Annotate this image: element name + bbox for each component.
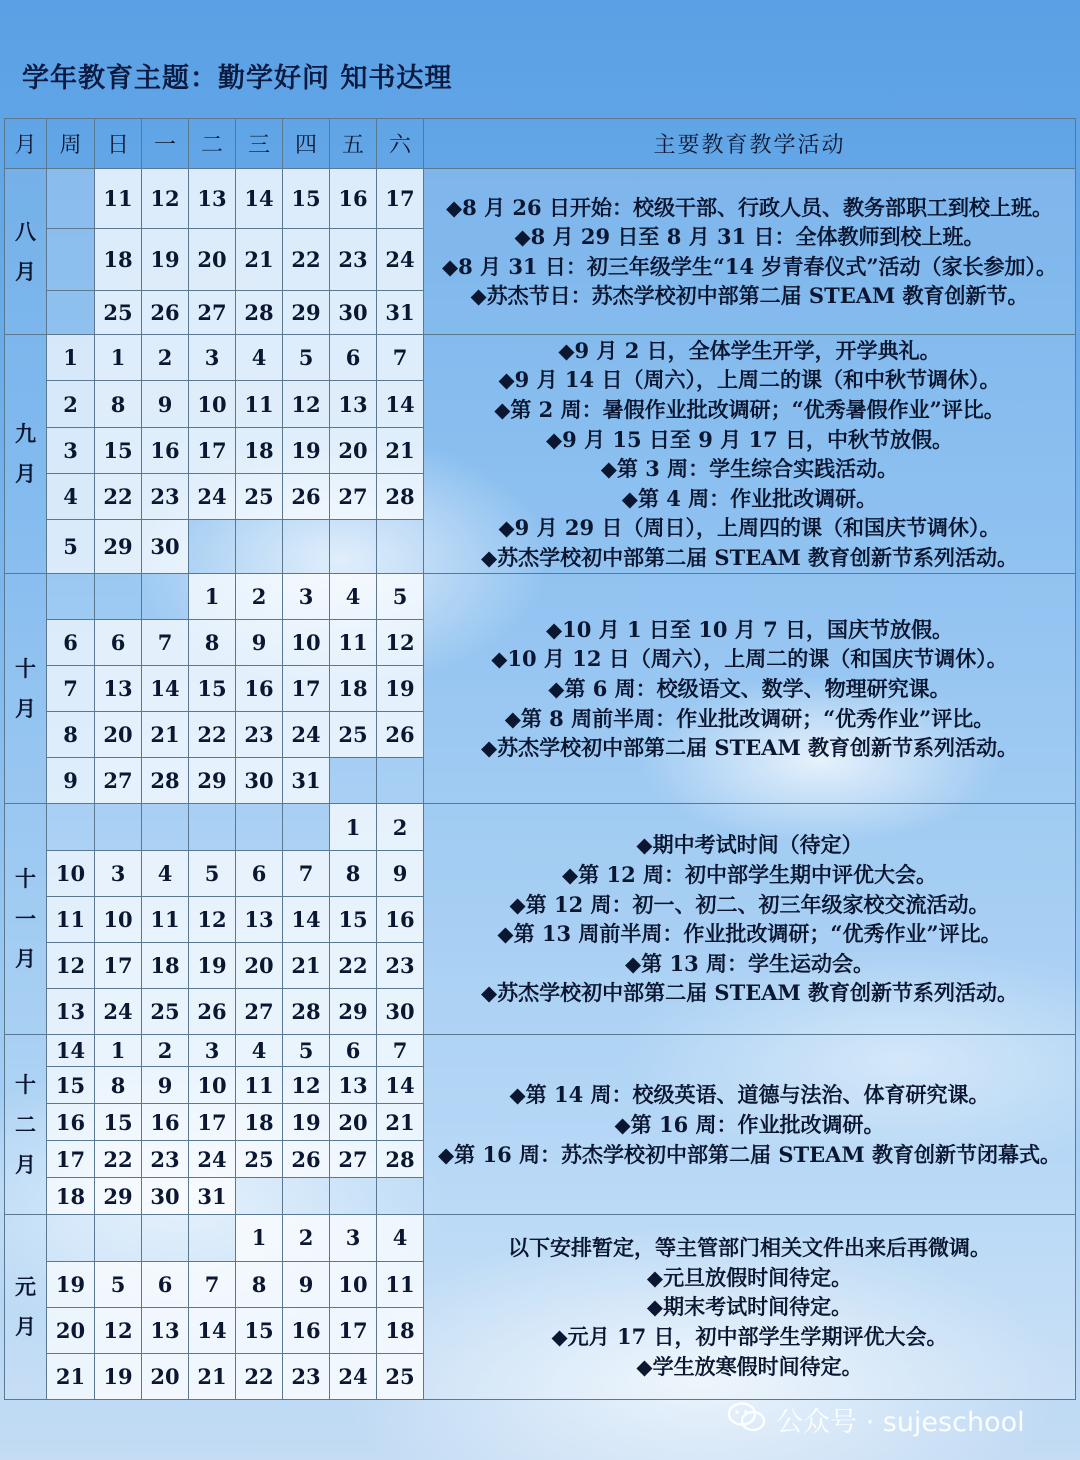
day-cell: 3	[283, 573, 330, 619]
day-cell	[95, 573, 142, 619]
header-thu: 四	[283, 119, 330, 169]
month-label-char: 月	[15, 695, 36, 721]
day-cell: 23	[283, 1353, 330, 1399]
day-cell	[142, 1215, 189, 1261]
day-cell: 5	[283, 1035, 330, 1067]
day-cell: 20	[236, 942, 283, 988]
day-cell: 4	[330, 573, 377, 619]
day-cell: 14	[236, 169, 283, 229]
day-cell: 8	[189, 620, 236, 666]
day-cell: 19	[377, 666, 424, 712]
day-cell	[236, 519, 283, 573]
activity-item: ◆第 16 周：苏杰学校初中部第二届 STEAM 教育创新节闭幕式。	[438, 1141, 1061, 1167]
day-cell: 2	[142, 335, 189, 381]
day-cell: 15	[95, 1104, 142, 1141]
day-cell: 23	[377, 942, 424, 988]
day-cell	[95, 1215, 142, 1261]
calendar-week-row	[5, 169, 1076, 229]
day-cell: 26	[377, 712, 424, 758]
month-label	[5, 804, 47, 1035]
activities-cell	[424, 1035, 1076, 1215]
day-cell: 22	[95, 1141, 142, 1178]
activity-item: ◆学生放寒假时间待定。	[636, 1353, 863, 1379]
day-cell	[95, 804, 142, 850]
day-cell: 21	[283, 942, 330, 988]
week-number-cell: 17	[47, 1141, 95, 1178]
day-cell: 23	[142, 1141, 189, 1178]
day-cell: 11	[95, 169, 142, 229]
header-tue: 二	[189, 119, 236, 169]
month-label-char: 月	[15, 1314, 36, 1340]
day-cell: 16	[377, 896, 424, 942]
day-cell: 17	[189, 427, 236, 473]
activity-item: ◆苏杰学校初中部第二届 STEAM 教育创新节系列活动。	[480, 735, 1019, 761]
day-cell: 5	[189, 850, 236, 896]
day-cell: 24	[330, 1353, 377, 1399]
day-cell: 15	[330, 896, 377, 942]
day-cell: 8	[95, 1067, 142, 1104]
day-cell: 6	[95, 620, 142, 666]
week-number-cell: 5	[47, 519, 95, 573]
activity-item: ◆元旦放假时间待定。	[646, 1264, 853, 1290]
day-cell	[330, 1178, 377, 1215]
header-mon: 一	[142, 119, 189, 169]
day-cell: 11	[236, 1067, 283, 1104]
activities-cell	[424, 573, 1076, 804]
day-cell: 29	[189, 758, 236, 804]
day-cell: 27	[330, 473, 377, 519]
day-cell: 29	[95, 1178, 142, 1215]
activities-cell	[424, 804, 1076, 1035]
day-cell: 24	[377, 229, 424, 291]
day-cell: 1	[95, 1035, 142, 1067]
header-month: 月	[5, 119, 47, 169]
day-cell: 27	[189, 291, 236, 335]
day-cell: 14	[189, 1307, 236, 1353]
day-cell: 20	[330, 1104, 377, 1141]
header-wed: 三	[236, 119, 283, 169]
month-label-char: 十	[15, 1071, 36, 1097]
day-cell: 7	[377, 335, 424, 381]
activity-item: ◆8 月 29 日至 8 月 31 日：全体教师到校上班。	[514, 224, 985, 250]
day-cell: 5	[377, 573, 424, 619]
day-cell: 16	[283, 1307, 330, 1353]
day-cell: 10	[330, 1261, 377, 1307]
day-cell: 17	[330, 1307, 377, 1353]
day-cell: 30	[236, 758, 283, 804]
day-cell: 24	[283, 712, 330, 758]
day-cell: 17	[95, 942, 142, 988]
activity-item: ◆第 16 周：作业批改调研。	[614, 1111, 885, 1137]
day-cell: 5	[283, 335, 330, 381]
day-cell: 18	[95, 229, 142, 291]
day-cell: 13	[95, 666, 142, 712]
week-number-cell	[47, 169, 95, 229]
day-cell: 21	[377, 427, 424, 473]
day-cell: 27	[95, 758, 142, 804]
day-cell: 10	[189, 1067, 236, 1104]
activity-item: ◆10 月 12 日（周六），上周二的课（和国庆节调休）。	[491, 646, 1008, 672]
day-cell	[189, 1215, 236, 1261]
day-cell: 27	[330, 1141, 377, 1178]
day-cell: 2	[236, 573, 283, 619]
day-cell: 28	[283, 988, 330, 1034]
day-cell: 25	[236, 473, 283, 519]
day-cell: 6	[142, 1261, 189, 1307]
calendar-week-row	[5, 1035, 1076, 1067]
header-week: 周	[47, 119, 95, 169]
day-cell: 19	[189, 942, 236, 988]
month-label-char: 十	[15, 655, 36, 681]
calendar-week-row	[5, 804, 1076, 850]
activity-item: 以下安排暂定，等主管部门相关文件出来后再微调。	[508, 1235, 991, 1261]
day-cell: 13	[189, 169, 236, 229]
day-cell: 23	[142, 473, 189, 519]
day-cell: 13	[142, 1307, 189, 1353]
day-cell: 12	[283, 381, 330, 427]
month-label	[5, 335, 47, 574]
month-label-char: 月	[15, 258, 36, 284]
day-cell: 29	[283, 291, 330, 335]
week-number-cell: 1	[47, 335, 95, 381]
day-cell: 21	[377, 1104, 424, 1141]
day-cell: 27	[236, 988, 283, 1034]
day-cell: 13	[330, 1067, 377, 1104]
week-number-cell: 11	[47, 896, 95, 942]
week-number-cell	[47, 573, 95, 619]
month-label-char: 月	[15, 461, 36, 487]
header-fri: 五	[330, 119, 377, 169]
activity-item: ◆第 4 周：作业批改调研。	[621, 485, 878, 511]
day-cell: 6	[330, 335, 377, 381]
page-title: 学年教育主题：勤学好问 知书达理	[22, 63, 453, 94]
activity-item: ◆苏杰学校初中部第二届 STEAM 教育创新节系列活动。	[480, 980, 1019, 1006]
activity-item: ◆元月 17 日，初中部学生学期评优大会。	[551, 1324, 948, 1349]
week-number-cell: 2	[47, 381, 95, 427]
day-cell: 31	[377, 291, 424, 335]
day-cell	[283, 804, 330, 850]
header-sun: 日	[95, 119, 142, 169]
activity-item: ◆第 3 周：学生综合实践活动。	[600, 456, 899, 482]
day-cell: 18	[236, 427, 283, 473]
day-cell: 3	[330, 1215, 377, 1261]
activity-item: ◆第 13 周前半周：作业批改调研；“优秀作业”评比。	[497, 921, 1002, 947]
month-label	[5, 573, 47, 804]
week-number-cell: 13	[47, 988, 95, 1034]
week-number-cell: 10	[47, 850, 95, 896]
day-cell: 26	[189, 988, 236, 1034]
activity-item: ◆第 13 周：学生运动会。	[625, 950, 874, 976]
day-cell: 7	[189, 1261, 236, 1307]
day-cell: 8	[236, 1261, 283, 1307]
day-cell: 26	[283, 473, 330, 519]
day-cell: 28	[377, 1141, 424, 1178]
activity-item: ◆第 8 周前半周：作业批改调研；“优秀作业”评比。	[504, 705, 995, 731]
day-cell: 9	[377, 850, 424, 896]
day-cell: 22	[189, 712, 236, 758]
week-number-cell	[47, 229, 95, 291]
day-cell: 4	[377, 1215, 424, 1261]
month-label	[5, 1035, 47, 1215]
week-number-cell: 19	[47, 1261, 95, 1307]
day-cell	[189, 519, 236, 573]
day-cell: 30	[377, 988, 424, 1034]
day-cell: 25	[142, 988, 189, 1034]
calendar-week-row	[5, 573, 1076, 619]
day-cell: 12	[142, 169, 189, 229]
month-label-char: 一	[15, 906, 36, 932]
day-cell: 11	[377, 1261, 424, 1307]
day-cell: 17	[283, 666, 330, 712]
day-cell: 17	[189, 1104, 236, 1141]
day-cell	[236, 1178, 283, 1215]
day-cell: 2	[142, 1035, 189, 1067]
day-cell: 22	[95, 473, 142, 519]
header-row	[5, 119, 1076, 169]
day-cell: 14	[283, 896, 330, 942]
activity-item: ◆8 月 26 日开始：校级干部、行政人员、教务部职工到校上班。	[446, 194, 1053, 220]
activity-item: ◆第 6 周：校级语文、数学、物理研究课。	[548, 675, 951, 701]
day-cell	[236, 804, 283, 850]
day-cell: 4	[236, 1035, 283, 1067]
activity-item: ◆苏杰学校初中部第二届 STEAM 教育创新节系列活动。	[480, 544, 1019, 570]
day-cell: 12	[283, 1067, 330, 1104]
month-label	[5, 169, 47, 335]
day-cell: 2	[377, 804, 424, 850]
day-cell: 11	[236, 381, 283, 427]
calendar-week-row	[5, 335, 1076, 381]
day-cell: 15	[95, 427, 142, 473]
day-cell: 23	[236, 712, 283, 758]
month-label-char: 二	[15, 1111, 36, 1137]
day-cell: 3	[95, 850, 142, 896]
month-label-char: 十	[15, 866, 36, 892]
day-cell: 4	[236, 335, 283, 381]
day-cell: 11	[142, 896, 189, 942]
day-cell: 20	[330, 427, 377, 473]
day-cell: 17	[377, 169, 424, 229]
week-number-cell: 18	[47, 1178, 95, 1215]
day-cell: 1	[189, 573, 236, 619]
day-cell: 29	[95, 519, 142, 573]
day-cell: 16	[142, 1104, 189, 1141]
day-cell: 25	[95, 291, 142, 335]
day-cell: 8	[95, 381, 142, 427]
day-cell: 24	[95, 988, 142, 1034]
day-cell: 6	[330, 1035, 377, 1067]
activity-item: ◆第 2 周：暑假作业批改调研；“优秀暑假作业”评比。	[494, 396, 1005, 422]
day-cell: 1	[330, 804, 377, 850]
day-cell: 12	[95, 1307, 142, 1353]
day-cell: 16	[142, 427, 189, 473]
month-label-char: 元	[15, 1274, 36, 1300]
activity-item: ◆第 14 周：校级英语、道德与法治、体育研究课。	[509, 1082, 990, 1108]
day-cell	[330, 519, 377, 573]
day-cell: 30	[142, 1178, 189, 1215]
day-cell: 5	[95, 1261, 142, 1307]
day-cell: 25	[330, 712, 377, 758]
day-cell	[283, 1178, 330, 1215]
day-cell	[142, 573, 189, 619]
day-cell: 10	[95, 896, 142, 942]
day-cell: 16	[330, 169, 377, 229]
day-cell: 20	[95, 712, 142, 758]
week-number-cell: 4	[47, 473, 95, 519]
week-number-cell: 16	[47, 1104, 95, 1141]
day-cell: 10	[283, 620, 330, 666]
week-number-cell: 14	[47, 1035, 95, 1067]
week-number-cell	[47, 804, 95, 850]
month-label	[5, 1215, 47, 1400]
day-cell: 9	[236, 620, 283, 666]
day-cell: 21	[189, 1353, 236, 1399]
activities-cell	[424, 335, 1076, 574]
day-cell: 21	[142, 712, 189, 758]
day-cell	[377, 519, 424, 573]
day-cell	[377, 1178, 424, 1215]
day-cell: 24	[189, 473, 236, 519]
day-cell: 14	[142, 666, 189, 712]
day-cell: 12	[377, 620, 424, 666]
activity-item: ◆9 月 29 日（周日），上周四的课（和国庆节调休）。	[498, 515, 1001, 541]
day-cell: 15	[236, 1307, 283, 1353]
activities-cell	[424, 169, 1076, 335]
day-cell: 30	[330, 291, 377, 335]
month-label-char: 九	[15, 421, 36, 447]
day-cell: 31	[189, 1178, 236, 1215]
activity-item: ◆期中考试时间（待定）	[636, 832, 863, 858]
header-sat: 六	[377, 119, 424, 169]
day-cell: 6	[236, 850, 283, 896]
school-calendar-table	[4, 118, 1076, 1400]
day-cell: 1	[95, 335, 142, 381]
day-cell: 20	[142, 1353, 189, 1399]
calendar-week-row	[5, 1215, 1076, 1261]
day-cell: 26	[283, 1141, 330, 1178]
activity-item: ◆10 月 1 日至 10 月 7 日，国庆节放假。	[546, 616, 953, 642]
week-number-cell: 20	[47, 1307, 95, 1353]
day-cell: 23	[330, 229, 377, 291]
watermark: 公众号 · sujeschool	[776, 1407, 1025, 1438]
day-cell: 22	[236, 1353, 283, 1399]
day-cell: 15	[189, 666, 236, 712]
day-cell: 14	[377, 1067, 424, 1104]
day-cell: 31	[283, 758, 330, 804]
day-cell: 25	[377, 1353, 424, 1399]
activity-item: ◆8 月 31 日：初三年级学生“14 岁青春仪式”活动（家长参加）。	[441, 253, 1058, 279]
day-cell: 19	[283, 427, 330, 473]
day-cell: 22	[283, 229, 330, 291]
month-label-char: 月	[15, 946, 36, 972]
day-cell: 2	[283, 1215, 330, 1261]
activity-item: ◆9 月 14 日（周六），上周二的课（和中秋节调休）。	[498, 367, 1001, 393]
activity-item: ◆苏杰节日：苏杰学校初中部第二届 STEAM 教育创新节。	[470, 283, 1029, 309]
day-cell: 8	[330, 850, 377, 896]
day-cell: 26	[142, 291, 189, 335]
activity-item: ◆9 月 15 日至 9 月 17 日，中秋节放假。	[546, 426, 953, 452]
day-cell	[330, 758, 377, 804]
month-label-char: 月	[15, 1151, 36, 1177]
day-cell: 9	[142, 1067, 189, 1104]
day-cell: 25	[236, 1141, 283, 1178]
day-cell: 11	[330, 620, 377, 666]
day-cell: 19	[142, 229, 189, 291]
day-cell: 24	[189, 1141, 236, 1178]
day-cell	[377, 758, 424, 804]
day-cell: 9	[283, 1261, 330, 1307]
day-cell: 18	[236, 1104, 283, 1141]
week-number-cell: 9	[47, 758, 95, 804]
week-number-cell: 7	[47, 666, 95, 712]
week-number-cell	[47, 291, 95, 335]
day-cell: 7	[142, 620, 189, 666]
week-number-cell	[47, 1215, 95, 1261]
day-cell: 18	[377, 1307, 424, 1353]
week-number-cell: 3	[47, 427, 95, 473]
week-number-cell: 21	[47, 1353, 95, 1399]
activities-cell	[424, 1215, 1076, 1400]
day-cell: 28	[142, 758, 189, 804]
day-cell: 1	[236, 1215, 283, 1261]
day-cell	[283, 519, 330, 573]
week-number-cell: 6	[47, 620, 95, 666]
header-activities: 主要教育教学活动	[424, 119, 1076, 169]
day-cell: 14	[377, 381, 424, 427]
day-cell: 13	[236, 896, 283, 942]
day-cell: 19	[283, 1104, 330, 1141]
day-cell: 13	[330, 381, 377, 427]
day-cell: 3	[189, 335, 236, 381]
activity-item: ◆第 12 周：初一、初二、初三年级家校交流活动。	[509, 891, 990, 917]
day-cell: 16	[236, 666, 283, 712]
day-cell: 19	[95, 1353, 142, 1399]
activity-item: ◆期末考试时间待定。	[646, 1294, 853, 1320]
day-cell: 20	[189, 229, 236, 291]
day-cell: 9	[142, 381, 189, 427]
day-cell: 10	[189, 381, 236, 427]
wechat-icon	[728, 1402, 766, 1432]
day-cell: 21	[236, 229, 283, 291]
activity-item: ◆第 12 周：初中部学生期中评优大会。	[562, 862, 937, 888]
week-number-cell: 12	[47, 942, 95, 988]
day-cell: 18	[330, 666, 377, 712]
day-cell: 30	[142, 519, 189, 573]
month-label-char: 八	[15, 218, 36, 244]
day-cell: 28	[377, 473, 424, 519]
week-number-cell: 8	[47, 712, 95, 758]
day-cell: 7	[283, 850, 330, 896]
day-cell: 29	[330, 988, 377, 1034]
day-cell: 15	[283, 169, 330, 229]
day-cell: 3	[189, 1035, 236, 1067]
day-cell	[189, 804, 236, 850]
activity-item: ◆9 月 2 日，全体学生开学，开学典礼。	[558, 337, 941, 363]
day-cell: 18	[142, 942, 189, 988]
week-number-cell: 15	[47, 1067, 95, 1104]
day-cell: 7	[377, 1035, 424, 1067]
day-cell: 28	[236, 291, 283, 335]
day-cell	[142, 804, 189, 850]
day-cell: 12	[189, 896, 236, 942]
day-cell: 4	[142, 850, 189, 896]
day-cell: 22	[330, 942, 377, 988]
